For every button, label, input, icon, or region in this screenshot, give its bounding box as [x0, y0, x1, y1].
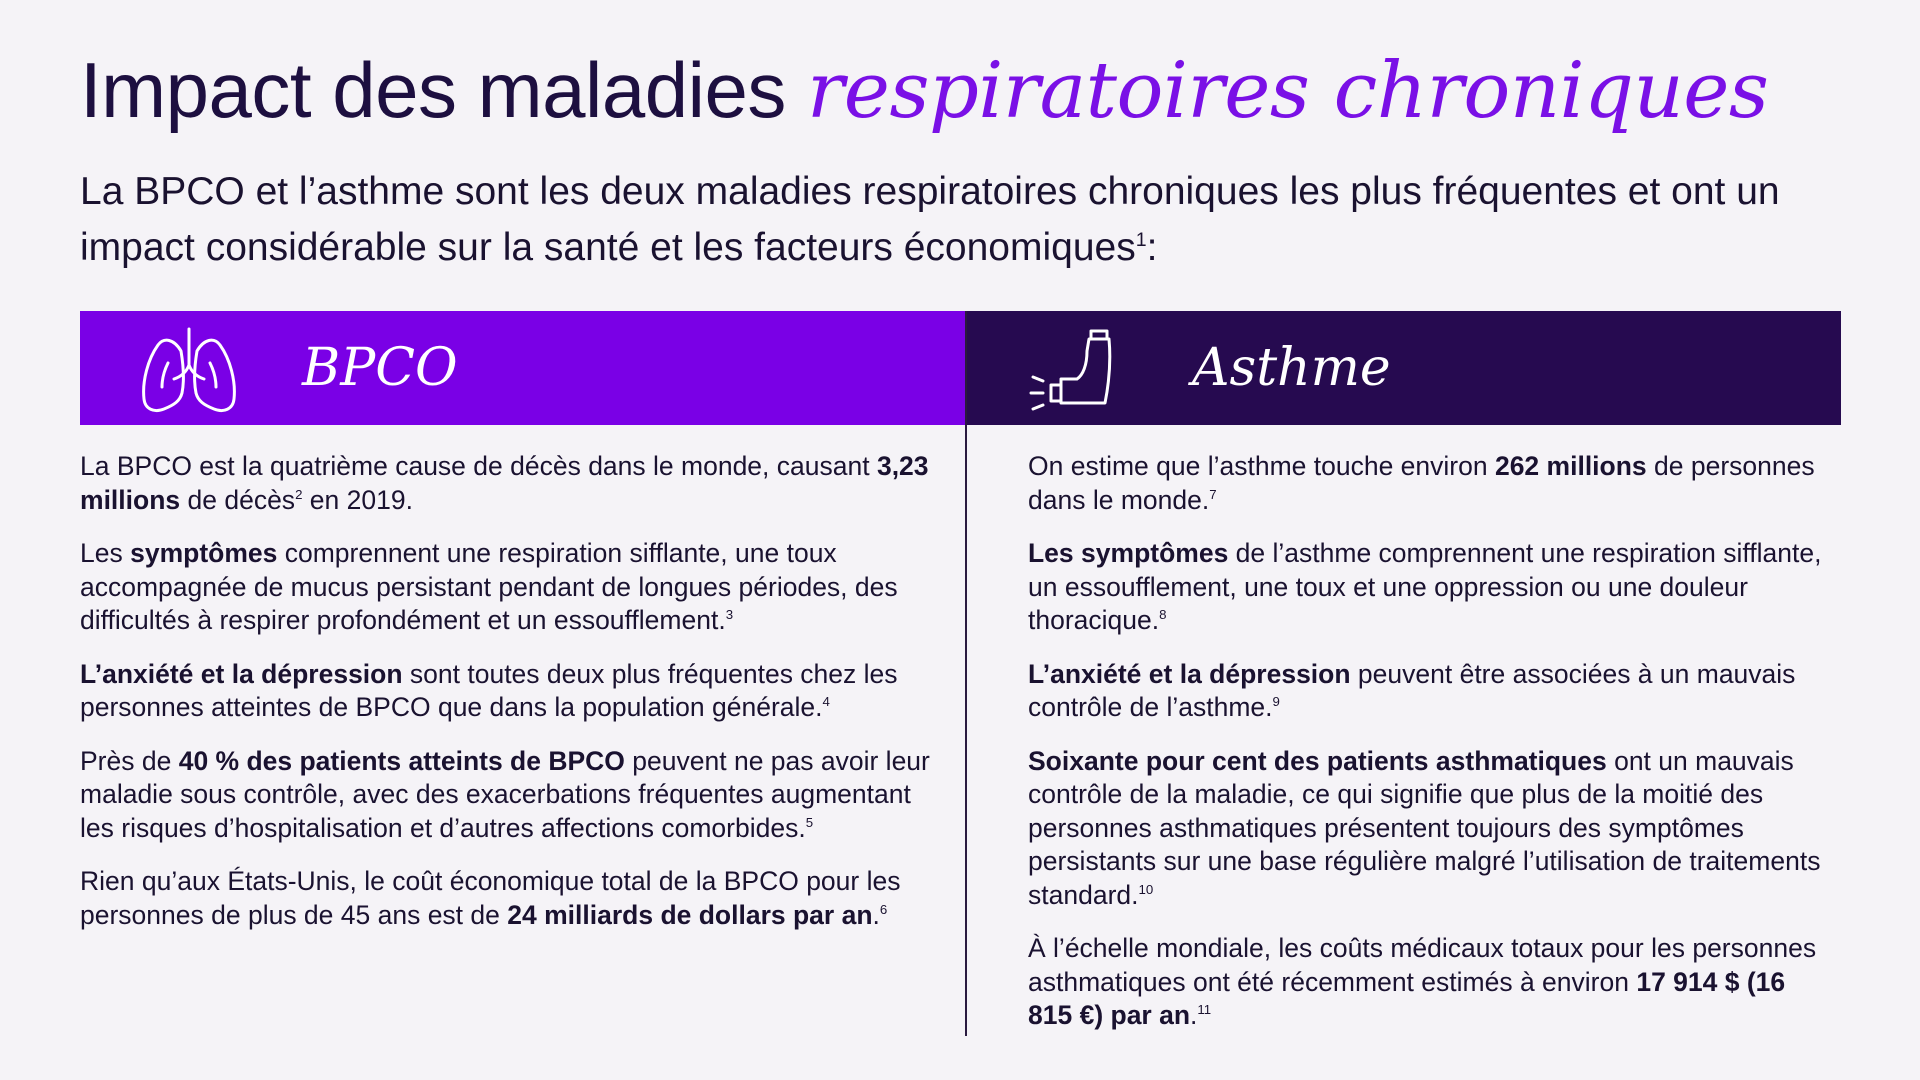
page-title [80, 40, 1768, 141]
title-main: Impact des maladies [80, 46, 808, 134]
reference-number: 7 [1209, 486, 1217, 502]
bold-text: 40 % des patients atteints de BPCO [178, 745, 625, 776]
asthme-paragraph-3 [1028, 658, 1828, 725]
body-text: Rien qu’aux États-Unis, le coût économique total de la BPCO pour les personnes de plus de 45 ans est de [80, 866, 901, 930]
asthme-paragraph-4 [1028, 745, 1828, 913]
body-text: de personnes dans le monde. [1028, 451, 1815, 515]
body-text: La BPCO est la quatrième cause de décès dans le monde, causant [80, 451, 877, 481]
body-text: peuvent ne pas avoir leur maladie sous contrôle, avec des exacerbations fréquentes augmentant les risques d’hospitalisation et d’autres affections comorbides. [80, 745, 930, 843]
bold-text: Les symptômes [1028, 538, 1229, 568]
asthme-column [1028, 450, 1828, 1053]
title-accent: respiratoires chroniques [807, 46, 1769, 136]
bpco-paragraph-5 [80, 865, 940, 932]
body-text: Près de [80, 745, 179, 776]
subtitle-ref: 1 [1135, 229, 1147, 251]
subtitle [80, 164, 1860, 276]
column-divider [965, 311, 967, 1036]
asthme-paragraph-5 [1028, 932, 1828, 1033]
bold-text: 17 914 $ (16 815 €) par an [1028, 966, 1786, 1030]
bold-text: 24 milliards de dollars par an [507, 899, 873, 930]
reference-number: 8 [1159, 607, 1167, 623]
body-text: . [1190, 1000, 1198, 1030]
body-text: À l’échelle mondiale, les coûts médicaux totaux pour les personnes asthmatiques ont été récemment estimés à environ [1028, 933, 1817, 997]
bold-text: 262 millions [1494, 451, 1647, 481]
reference-number: 2 [295, 486, 303, 502]
bold-text: L’anxiété et la dépression [80, 658, 403, 689]
reference-number: 11 [1197, 1002, 1212, 1018]
bpco-paragraph-3 [80, 658, 940, 725]
reference-number: 4 [822, 694, 830, 710]
subtitle-end: : [1146, 226, 1158, 269]
bpco-column [80, 450, 940, 952]
body-text: On estime que l’asthme touche environ [1028, 451, 1495, 481]
asthme-paragraph-1 [1028, 450, 1828, 517]
reference-number: 3 [725, 607, 734, 623]
reference-number: 5 [805, 814, 814, 830]
body-text: de décès [180, 484, 296, 515]
subtitle-text: La BPCO et l’asthme sont les deux maladies respiratoires chroniques les plus fréquentes et ont un impact considérable sur la santé et les facteurs économiques [80, 170, 1780, 269]
body-text: en 2019. [302, 484, 413, 515]
body-text: de l’asthme comprennent une respiration sifflante, un essoufflement, une toux et une oppression ou une douleur thoracique. [1028, 538, 1822, 635]
body-text: Les [80, 538, 131, 568]
bpco-paragraph-2 [80, 537, 940, 638]
lungs-icon [134, 321, 244, 417]
bold-text: Soixante pour cent des patients asthmatiques [1028, 745, 1607, 776]
body-text: comprennent une respiration sifflante, une toux accompagnée de mucus persistant pendant de longues périodes, des difficultés à respirer profondément et un essoufflement. [80, 538, 898, 635]
bpco-paragraph-1 [80, 450, 940, 517]
bpco-label: BPCO [302, 338, 458, 398]
bold-text: 3,23 millions [80, 451, 929, 515]
asthme-label: Asthme [1192, 338, 1391, 398]
body-text: peuvent être associées à un mauvais contrôle de l’asthme. [1028, 658, 1796, 722]
asthme-paragraph-2 [1028, 537, 1828, 638]
bpco-header [80, 311, 966, 425]
body-text: ont un mauvais contrôle de la maladie, ce qui signifie que plus de la moitié des personnes asthmatiques présentent toujours des symptômes persistants sur une base régulière malgré l’utilisation de traitements standard. [1028, 745, 1821, 910]
reference-number: 9 [1272, 694, 1280, 710]
inhaler-icon [1021, 321, 1131, 417]
reference-number: 6 [879, 901, 888, 917]
bpco-paragraph-4 [80, 745, 940, 846]
body-text: sont toutes deux plus fréquentes chez les personnes atteintes de BPCO que dans la population générale. [80, 658, 898, 722]
body-text: . [872, 899, 880, 930]
bold-text: symptômes [130, 538, 278, 568]
bold-text: L’anxiété et la dépression [1028, 658, 1351, 689]
reference-number: 10 [1138, 881, 1154, 897]
asthme-header [967, 311, 1841, 425]
